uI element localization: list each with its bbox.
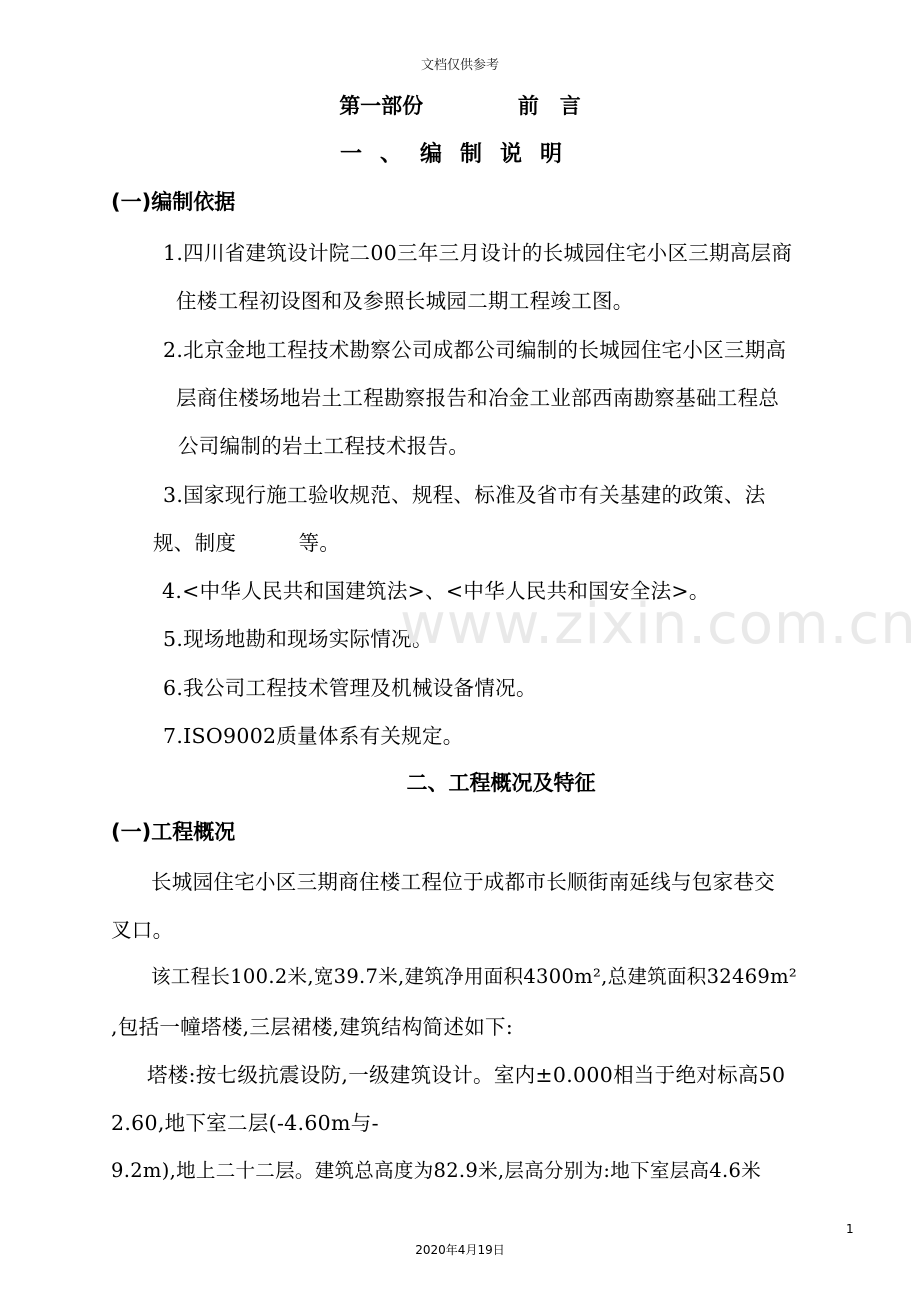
- overview-line-7: 9.2m),地上二十二层。建筑总高度为82.9米,层高分别为:地下室层高4.6米: [111, 1159, 762, 1182]
- basis-line-4: 层商住楼场地岩土工程勘察报告和冶金工业部西南勘察基础工程总: [176, 386, 780, 410]
- overview-line-1: 长城园住宅小区三期商住楼工程位于成都市长顺街南延线与包家巷交: [151, 870, 775, 894]
- overview-line-5: 塔楼:按七级抗震设防,一级建筑设计。室内±0.000相当于绝对标高50: [147, 1063, 786, 1087]
- overview-line-2: 叉口。: [111, 918, 174, 942]
- basis-line-3: 2.北京金地工程技术勘察公司成都公司编制的长城园住宅小区三期高: [163, 338, 787, 362]
- watermark: www.zixin.com.cn: [400, 592, 917, 657]
- basis-heading: (一)编制依据: [111, 190, 236, 214]
- header-note: 文档仅供参考: [420, 58, 499, 73]
- basis-line-6: 3.国家现行施工验收规范、规程、标准及省市有关基建的政策、法: [163, 483, 766, 507]
- basis-line-7: 规、制度 等。: [153, 531, 341, 555]
- overview-heading: (一)工程概况: [111, 820, 236, 844]
- overview-line-4: ,包括一幢塔楼,三层裙楼,建筑结构简述如下:: [111, 1015, 514, 1039]
- basis-line-8: 4.<中华人民共和国建筑法>、<中华人民共和国安全法>。: [162, 579, 710, 603]
- section2-title: 二、工程概况及特征: [406, 771, 596, 795]
- page-number: 1: [846, 1222, 854, 1236]
- basis-line-1: 1.四川省建筑设计院二00三年三月设计的长城园住宅小区三期高层商: [163, 241, 793, 265]
- overview-line-3: 该工程长100.2米,宽39.7米,建筑净用面积4300m²,总建筑面积32469m²: [151, 965, 798, 988]
- section1-title: 一、编制说明: [339, 142, 580, 167]
- part-title-left: 第一部份: [339, 94, 424, 118]
- footer-date: 2020年4月19日: [415, 1243, 505, 1257]
- overview-line-6: 2.60,地下室二层(-4.60m与-: [111, 1111, 379, 1135]
- basis-line-9: 5.现场地勘和现场实际情况。: [163, 627, 433, 651]
- basis-line-5: 公司编制的岩土工程技术报告。: [178, 434, 470, 458]
- basis-line-11: 7.ISO9002质量体系有关规定。: [163, 724, 464, 748]
- basis-line-10: 6.我公司工程技术管理及机械设备情况。: [163, 676, 537, 700]
- part-title: [0, 90, 920, 120]
- part-title-right: 前 言: [517, 94, 581, 118]
- basis-line-2: 住楼工程初设图和及参照长城园二期工程竣工图。: [176, 289, 634, 313]
